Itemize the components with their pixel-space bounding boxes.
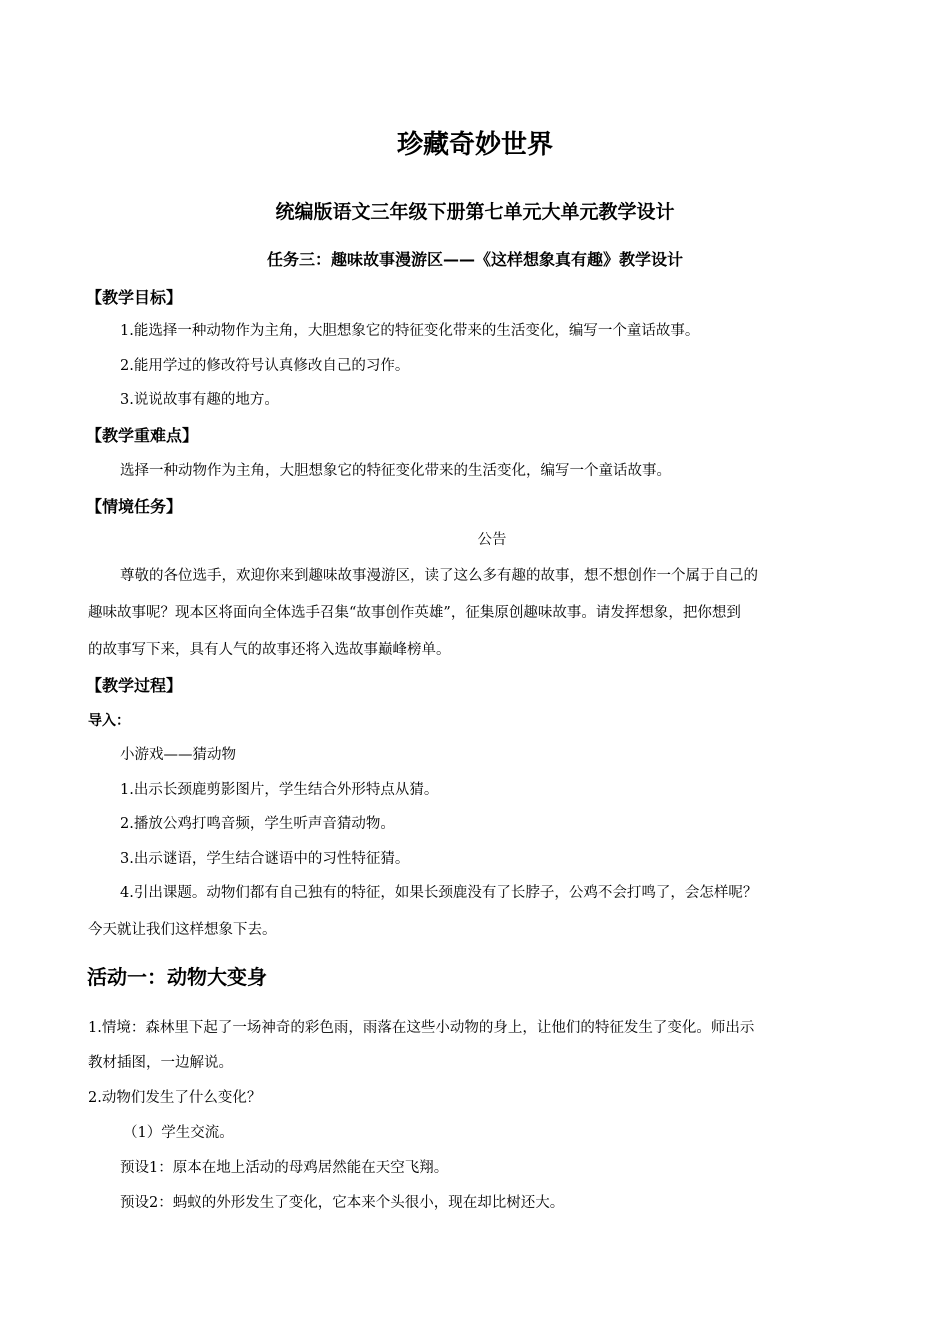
intro-step-2: 2.播放公鸡打鸣音频，学生听声音猜动物。 bbox=[120, 816, 395, 832]
scenario-heading: 【情境任务】 bbox=[86, 497, 183, 516]
activity1-heading: 活动一：动物大变身 bbox=[87, 965, 267, 989]
goal-item-3: 3.说说故事有趣的地方。 bbox=[120, 392, 279, 408]
notice-line-1: 尊敬的各位选手，欢迎你来到趣味故事漫游区，读了这么多有趣的故事，想不想创作一个属于自己的 bbox=[120, 568, 758, 584]
key-points-text: 选择一种动物作为主角，大胆想象它的特征变化带来的生活变化，编写一个童话故事。 bbox=[120, 463, 671, 479]
intro-label: 导入： bbox=[88, 713, 130, 729]
activity1-preset-1: 预设1：原本在地上活动的母鸡居然能在天空飞翔。 bbox=[120, 1160, 449, 1176]
key-points-heading: 【教学重难点】 bbox=[86, 426, 199, 445]
notice-line-3: 的故事写下来，具有人气的故事还将入选故事巅峰榜单。 bbox=[88, 642, 451, 658]
goal-item-1: 1.能选择一种动物作为主角，大胆想象它的特征变化带来的生活变化，编写一个童话故事。 bbox=[120, 323, 700, 339]
game-title: 小游戏——猜动物 bbox=[120, 747, 236, 763]
activity1-preset-2: 预设2：蚂蚁的外形发生了变化，它本来个头很小，现在却比树还大。 bbox=[120, 1195, 565, 1211]
intro-step-4-cont: 今天就让我们这样想象下去。 bbox=[88, 922, 277, 938]
notice-line-2: 趣味故事呢？现本区将面向全体选手召集“故事创作英雄”，征集原创趣味故事。请发挥想象，把你想到 bbox=[88, 605, 741, 621]
activity1-line-2: 2.动物们发生了什么变化？ bbox=[88, 1090, 262, 1106]
intro-step-1: 1.出示长颈鹿剪影图片，学生结合外形特点从猜。 bbox=[120, 782, 439, 798]
activity1-line-1-cont: 教材插图，一边解说。 bbox=[88, 1055, 233, 1071]
document-title: 珍藏奇妙世界 bbox=[396, 130, 553, 160]
intro-step-3: 3.出示谜语，学生结合谜语中的习性特征猜。 bbox=[120, 851, 410, 867]
intro-step-4: 4.引出课题。动物们都有自己独有的特征，如果长颈鹿没有了长脖子，公鸡不会打鸣了，会怎样呢？ bbox=[120, 885, 758, 901]
activity1-line-1: 1.情境：森林里下起了一场神奇的彩色雨，雨落在这些小动物的身上，让他们的特征发生了变化。师出示 bbox=[88, 1020, 755, 1036]
activity1-sub-1: （1）学生交流。 bbox=[123, 1125, 234, 1141]
notice-title: 公告 bbox=[477, 532, 507, 548]
goals-heading: 【教学目标】 bbox=[86, 288, 183, 307]
goal-item-2: 2.能用学过的修改符号认真修改自己的习作。 bbox=[120, 358, 410, 374]
task-title: 任务三：趣味故事漫游区——《这样想象真有趣》教学设计 bbox=[266, 250, 683, 269]
document-subtitle: 统编版语文三年级下册第七单元大单元教学设计 bbox=[275, 201, 675, 223]
process-heading: 【教学过程】 bbox=[86, 676, 183, 695]
